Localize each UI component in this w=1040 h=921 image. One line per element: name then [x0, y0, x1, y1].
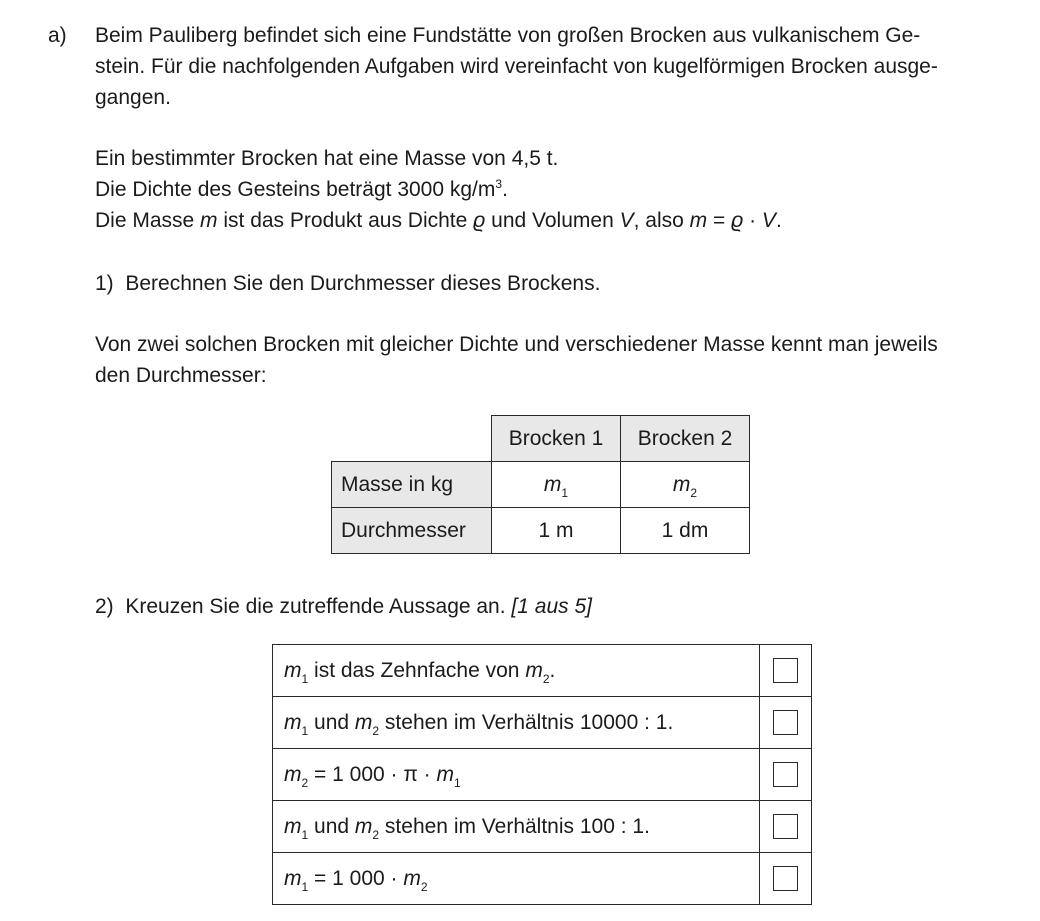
- option-3-sub-a: 2: [301, 775, 309, 790]
- mass-2-var: m: [672, 472, 691, 496]
- option-3-checkbox[interactable]: [773, 762, 798, 787]
- header-brocken-2: Brocken 2: [621, 416, 750, 462]
- option-1-var-b: m: [525, 658, 543, 682]
- option-5-text-a: = 1 000 ·: [308, 866, 404, 890]
- formula-var-v: V: [619, 209, 634, 232]
- option-4-var-b: m: [354, 814, 373, 838]
- intro-line-1: Beim Pauliberg befindet sich eine Fundstätte von großen Brocken aus vulkanischem Ge-: [95, 24, 921, 47]
- given-formula: [95, 205, 995, 236]
- option-row: [273, 697, 812, 749]
- option-5-sub-a: 1: [301, 879, 309, 894]
- formula-var-rho: ϱ: [473, 209, 486, 232]
- equation-period: .: [775, 209, 782, 232]
- formula-text-a: Die Masse: [95, 209, 201, 232]
- option-1-checkbox[interactable]: [773, 658, 798, 683]
- option-1-text-a: ist das Zehnfache von: [308, 658, 526, 682]
- question-1-text: Berechnen Sie den Durchmesser dieses Brockens.: [125, 272, 601, 295]
- question-2-hint: [1 aus 5]: [511, 595, 592, 618]
- option-1-text-b: .: [549, 658, 556, 682]
- option-5-statement: [273, 853, 760, 905]
- intro-paragraph: [95, 20, 995, 113]
- option-2-checkbox[interactable]: [773, 710, 798, 735]
- question-2: [95, 591, 995, 622]
- cell-mass-2: [621, 462, 750, 508]
- option-3-var-a: m: [284, 762, 302, 786]
- option-1-var-a: m: [284, 658, 302, 682]
- formula-text-c: und Volumen: [485, 209, 620, 232]
- option-2-statement: [273, 697, 760, 749]
- option-row: [273, 645, 812, 697]
- equation-dot: ·: [743, 209, 762, 232]
- comparison-line-2: den Durchmesser:: [95, 364, 267, 387]
- comparison-paragraph: [95, 329, 995, 391]
- option-row: [273, 801, 812, 853]
- intro-line-2: stein. Für die nachfolgenden Aufgaben wird vereinfacht von kugelförmigen Brocken ausge-: [95, 55, 938, 78]
- question-2-number: 2): [95, 595, 114, 618]
- brocken-table: [331, 415, 750, 554]
- option-row: [273, 853, 812, 905]
- mass-2-sub: 2: [690, 485, 698, 500]
- option-2-var-a: m: [284, 710, 302, 734]
- option-4-text-a: und: [308, 814, 355, 838]
- option-3-var-b: m: [436, 762, 454, 786]
- option-4-sub-b: 2: [372, 827, 380, 842]
- multiple-choice-table: [272, 644, 812, 905]
- table-header-row: [332, 416, 750, 462]
- option-2-var-b: m: [354, 710, 373, 734]
- option-3-statement: [273, 749, 760, 801]
- option-2-text-b: stehen im Verhältnis 10000 : 1.: [379, 710, 674, 734]
- equation-v: V: [761, 209, 776, 232]
- task-label: a): [48, 24, 67, 47]
- option-1-sub-a: 1: [301, 671, 309, 686]
- option-5-cell: [760, 853, 812, 905]
- table-row-diameter: [332, 508, 750, 554]
- equation-equals: =: [707, 209, 732, 232]
- comparison-line-1: Von zwei solchen Brocken mit gleicher Dichte und verschiedener Masse kennt man jeweils: [95, 333, 938, 356]
- option-3-cell: [760, 749, 812, 801]
- question-2-text: Kreuzen Sie die zutreffende Aussage an.: [125, 595, 512, 618]
- question-1: [95, 268, 995, 299]
- table-row-mass: [332, 462, 750, 508]
- option-4-checkbox[interactable]: [773, 814, 798, 839]
- question-1-number: 1): [95, 272, 114, 295]
- option-3-text-a: = 1 000 · π ·: [308, 762, 437, 786]
- question-1-line: [95, 268, 995, 299]
- option-row: [273, 749, 812, 801]
- given-density: [95, 174, 995, 205]
- option-5-var-a: m: [284, 866, 302, 890]
- option-4-sub-a: 1: [301, 827, 309, 842]
- option-2-cell: [760, 697, 812, 749]
- option-3-sub-b: 1: [453, 775, 461, 790]
- given-mass: Ein bestimmter Brocken hat eine Masse von 4,5 t.: [95, 147, 559, 170]
- option-1-cell: [760, 645, 812, 697]
- table-corner: [332, 416, 492, 462]
- cell-diameter-2: 1 dm: [621, 508, 750, 554]
- option-5-sub-b: 2: [420, 879, 428, 894]
- option-2-sub-b: 2: [372, 723, 380, 738]
- formula-var-m: m: [200, 209, 218, 232]
- option-1-statement: [273, 645, 760, 697]
- option-4-text-b: stehen im Verhältnis 100 : 1.: [379, 814, 650, 838]
- density-text: Die Dichte des Gesteins beträgt 3000 kg/m: [95, 178, 496, 201]
- mass-1-sub: 1: [561, 485, 569, 500]
- option-2-sub-a: 1: [301, 723, 309, 738]
- option-5-var-b: m: [403, 866, 421, 890]
- cell-diameter-1: 1 m: [492, 508, 621, 554]
- given-paragraph: [95, 143, 995, 236]
- equation-rho: ϱ: [731, 209, 744, 232]
- option-4-statement: [273, 801, 760, 853]
- option-5-checkbox[interactable]: [773, 866, 798, 891]
- option-1-sub-b: 2: [542, 671, 550, 686]
- formula-text-b: ist das Produkt aus Dichte: [217, 209, 474, 232]
- row-label-diameter: Durchmesser: [332, 508, 492, 554]
- formula-text-d: , also: [633, 209, 690, 232]
- intro-line-3: gangen.: [95, 86, 171, 109]
- cell-mass-1: [492, 462, 621, 508]
- row-label-mass: Masse in kg: [332, 462, 492, 508]
- option-4-var-a: m: [284, 814, 302, 838]
- equation-m: m: [689, 209, 708, 232]
- density-period: .: [502, 178, 508, 201]
- option-2-text-a: und: [308, 710, 355, 734]
- mass-1-var: m: [543, 472, 562, 496]
- density-exponent: 3: [495, 177, 503, 191]
- question-2-line: [95, 591, 995, 622]
- header-brocken-1: Brocken 1: [492, 416, 621, 462]
- option-4-cell: [760, 801, 812, 853]
